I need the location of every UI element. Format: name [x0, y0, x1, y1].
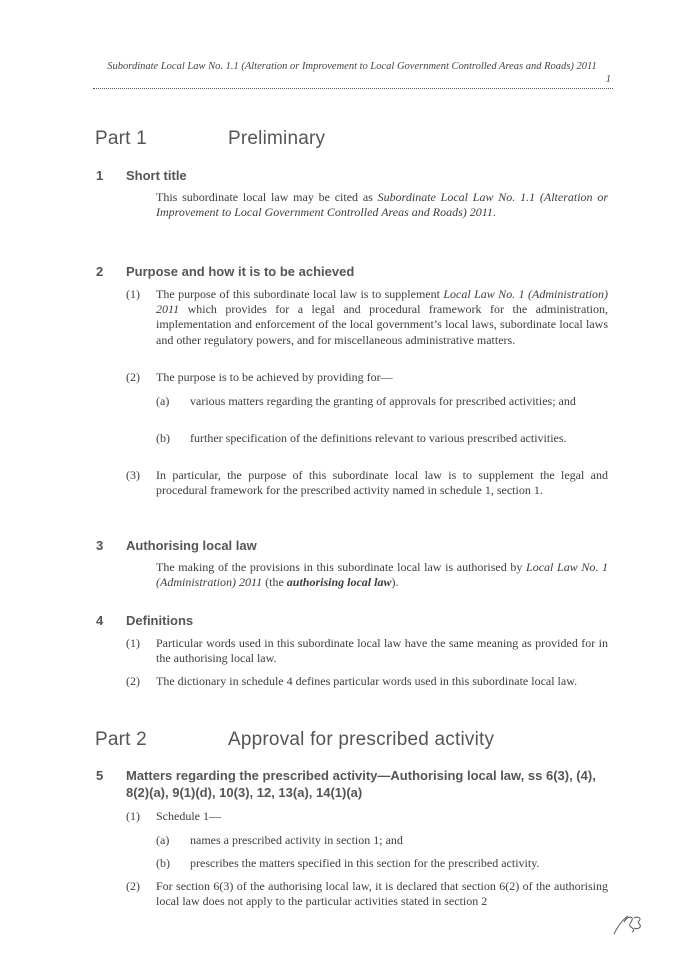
subsection-text: Particular words used in this subordinate local law have the same meaning as provided for in the authorising local law.: [156, 636, 608, 666]
subsection-5-2: [126, 879, 608, 909]
subsection-text: For section 6(3) of the authorising local law, it is declared that section 6(2) of the authorising local law does not apply to the particular activities stated in section 2: [156, 879, 608, 909]
paragraph-5-1-b: [156, 856, 608, 871]
paragraph-text: prescribes the matters specified in this section for the prescribed activity.: [190, 856, 540, 870]
subsection-4-2: [126, 674, 608, 689]
text-run: This subordinate local law may be cited as: [156, 190, 378, 204]
paragraph-text: various matters regarding the granting of approvals for prescribed activities; and: [190, 394, 576, 408]
subsection-text: The dictionary in schedule 4 defines particular words used in this subordinate local law.: [156, 674, 578, 688]
subsection-2-3: [126, 468, 608, 498]
text-run: The purpose of this subordinate local law is to supplement: [156, 287, 444, 301]
subsection-label: (1): [126, 636, 140, 650]
subsection-label: (3): [126, 468, 140, 482]
running-header-title: Subordinate Local Law No. 1.1 (Alteration or Improvement to Local Government Controlled Areas and Roads) 2011: [107, 61, 597, 72]
section-number: 5: [96, 768, 104, 783]
section-number: 2: [96, 264, 104, 279]
subsection-5-1: [126, 809, 608, 824]
paragraph-text: names a prescribed activity in section 1; and: [190, 833, 403, 847]
part-number: Part 1: [95, 128, 147, 149]
section-4-heading: [96, 612, 616, 629]
page-number: 1: [605, 74, 611, 85]
part-title: Preliminary: [228, 128, 326, 149]
subsection-label: (1): [126, 287, 140, 301]
text-run: The making of the provisions in this subordinate local law is authorised by: [156, 560, 527, 574]
subsection-2-2: [126, 370, 608, 385]
section-3-text: [156, 560, 608, 590]
section-1-heading: [96, 167, 616, 184]
text-run: which provides for a legal and procedural framework for the administration, implementation and enforcement of the local government’s local laws, subordinate local laws and other regulatory powers, and for miscellaneous administrative matters.: [156, 302, 608, 347]
subsection-4-1: [126, 636, 608, 666]
section-title: Short title: [126, 168, 187, 183]
section-title: Authorising local law: [126, 538, 257, 553]
subsection-text: Schedule 1—: [156, 809, 221, 823]
defined-term: authorising local law: [286, 575, 392, 590]
paragraph-5-1-a: [156, 833, 608, 848]
part-title: Approval for prescribed activity: [228, 729, 495, 750]
paragraph-2-2-b: [156, 431, 608, 446]
paragraph-label: (b): [156, 431, 170, 445]
subsection-label: (2): [126, 370, 140, 384]
handwritten-initials-mark: [612, 912, 644, 936]
paragraph-label: (a): [156, 833, 170, 847]
text-run: .: [492, 205, 496, 220]
section-5-heading: [96, 767, 616, 801]
text-run: ).: [391, 575, 399, 590]
subsection-label: (1): [126, 809, 140, 823]
section-title: Definitions: [126, 613, 194, 628]
paragraph-text: further specification of the definitions relevant to various prescribed activities.: [190, 431, 567, 445]
section-title: Matters regarding the prescribed activity—Authorising local law, ss 6(3), (4), 8(2)(a), 9(1)(d), 10(3), 12, 13(a), 14(1)(a): [126, 768, 596, 800]
section-1-text: [156, 190, 608, 220]
section-number: 3: [96, 538, 104, 553]
paragraph-label: (a): [156, 394, 170, 408]
section-number: 4: [96, 613, 104, 628]
subsection-label: (2): [126, 879, 140, 893]
section-title: Purpose and how it is to be achieved: [126, 264, 355, 279]
cited-title: Local Law No. 1 (Administration) 2011: [156, 287, 609, 317]
part-number: Part 2: [95, 729, 147, 750]
subsection-label: (2): [126, 674, 140, 688]
subsection-2-1: [126, 287, 608, 348]
section-2-heading: [96, 263, 616, 280]
paragraph-2-2-a: [156, 394, 608, 409]
header-rule: [93, 88, 613, 89]
subsection-text: The purpose is to be achieved by providing for—: [156, 370, 393, 384]
text-run: (the: [262, 575, 287, 590]
subsection-text: [156, 287, 608, 348]
running-header: [92, 60, 612, 73]
cited-title: Local Law No. 1 (Administration) 2011: [156, 560, 609, 590]
paragraph-label: (b): [156, 856, 170, 870]
cited-title: Subordinate Local Law No. 1.1 (Alteration or Improvement to Local Government Controlled Areas and Roads) 2011: [156, 190, 608, 220]
section-3-heading: [96, 537, 616, 554]
section-number: 1: [96, 168, 104, 183]
subsection-text: In particular, the purpose of this subordinate local law is to supplement the legal and procedural framework for the prescribed activity named in schedule 1, section 1.: [156, 468, 608, 498]
